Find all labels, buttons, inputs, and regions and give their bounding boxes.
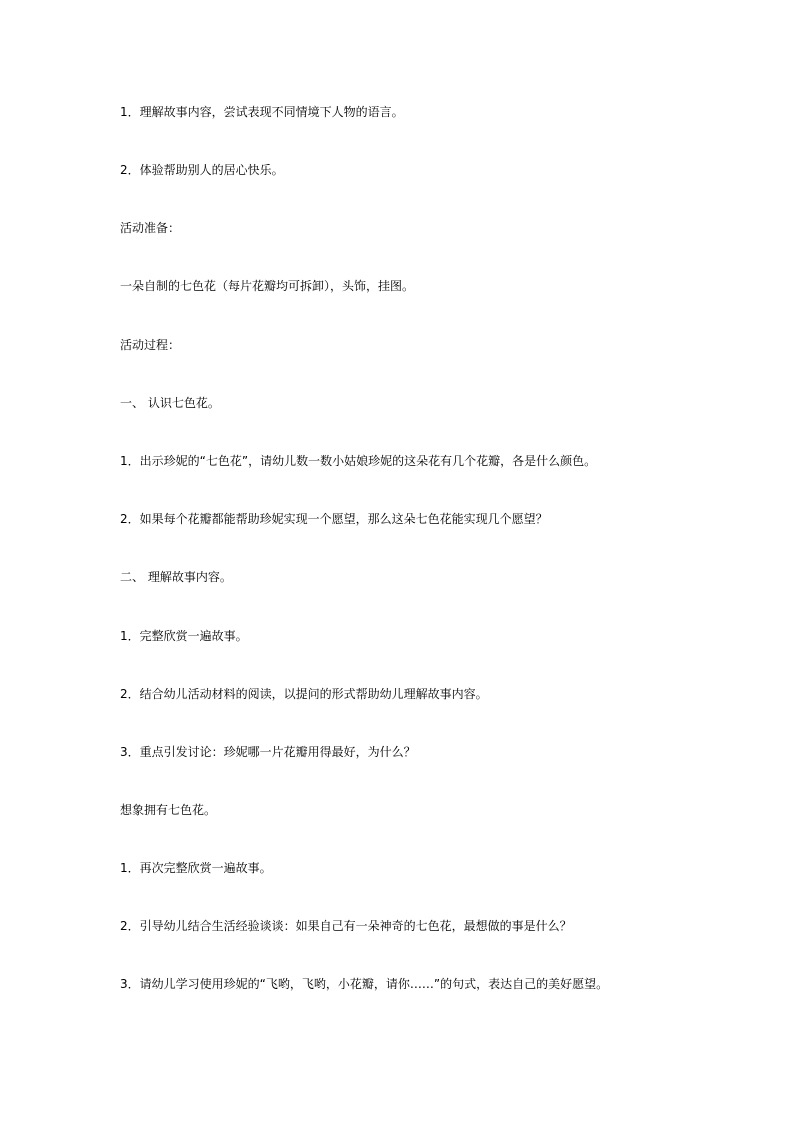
section-heading-preparation: 活动准备： bbox=[120, 221, 181, 235]
step-three-item-3: 3．请幼儿学习使用珍妮的“飞哟，飞哟，小花瓣，请你……”的句式，表达自己的美好愿望。 bbox=[120, 977, 609, 991]
step-three-item-1: 1．再次完整欣赏一遍故事。 bbox=[120, 861, 272, 875]
step-two-heading: 二、 理解故事内容。 bbox=[120, 570, 232, 584]
step-two-item-3: 3．重点引发讨论：珍妮哪一片花瓣用得最好，为什么？ bbox=[120, 745, 416, 759]
step-two-item-2: 2．结合幼儿活动材料的阅读，以提问的形式帮助幼儿理解故事内容。 bbox=[120, 687, 488, 701]
step-one-item-2: 2．如果每个花瓣都能帮助珍妮实现一个愿望，那么这朵七色花能实现几个愿望？ bbox=[120, 512, 548, 526]
step-one-item-1: 1．出示珍妮的“七色花”，请幼儿数一数小姑娘珍妮的这朵花有几个花瓣，各是什么颜色。 bbox=[120, 454, 597, 468]
step-one-heading: 一、 认识七色花。 bbox=[120, 396, 220, 410]
step-three-heading: 想象拥有七色花。 bbox=[120, 803, 217, 817]
preparation-materials: 一朵自制的七色花（每片花瓣均可拆卸），头饰，挂图。 bbox=[120, 279, 415, 293]
step-three-item-2: 2．引导幼儿结合生活经验谈谈：如果自己有一朵神奇的七色花，最想做的事是什么？ bbox=[120, 919, 572, 933]
section-heading-process: 活动过程： bbox=[120, 338, 181, 352]
objective-line-2: 2．体验帮助别人的居心快乐。 bbox=[120, 163, 284, 177]
objective-line-1: 1．理解故事内容，尝试表现不同情境下人物的语言。 bbox=[120, 105, 404, 119]
step-two-item-1: 1．完整欣赏一遍故事。 bbox=[120, 629, 248, 643]
